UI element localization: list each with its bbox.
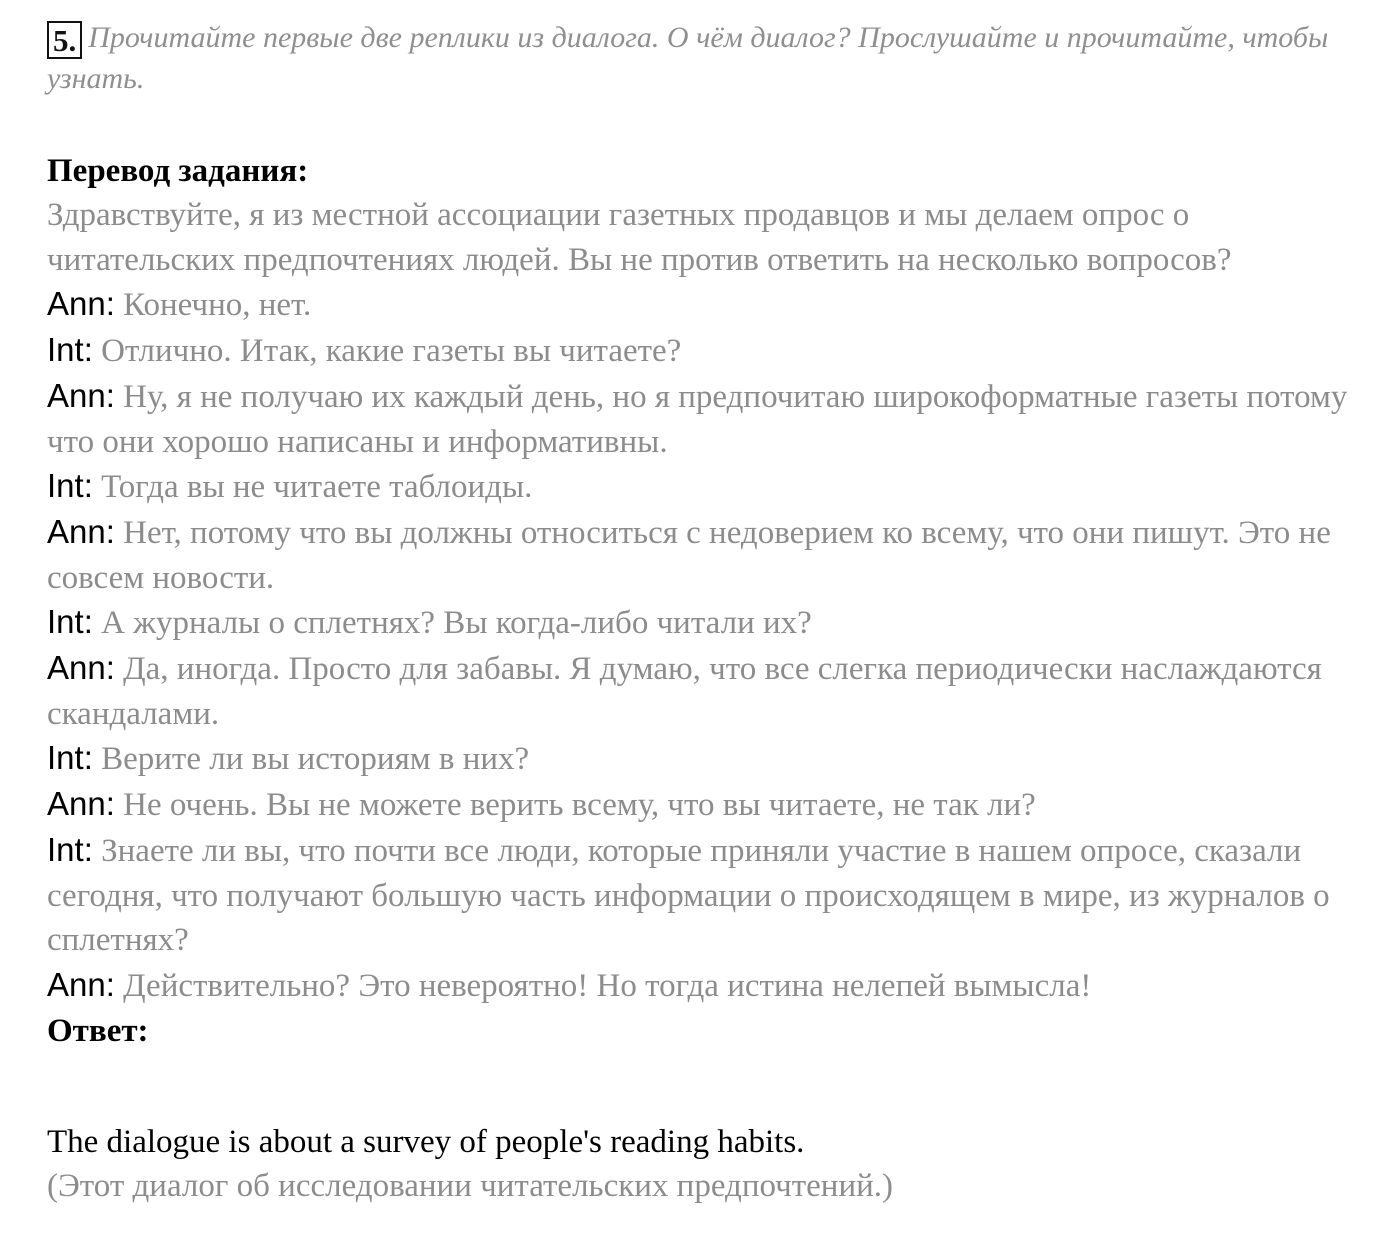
- translation-title: Перевод задания:: [47, 153, 309, 189]
- dialogue-line: [47, 963, 1357, 1009]
- dialogue-line: [47, 646, 1357, 736]
- task-number-badge: 5.: [47, 21, 82, 59]
- speaker-label: Ann:: [47, 512, 115, 550]
- speaker-label: Ann:: [47, 285, 115, 323]
- dialogue-text: Тогда вы не читаете таблоиды.: [92, 469, 533, 506]
- speaker-label: Int:: [47, 603, 93, 641]
- task-header: [47, 18, 1357, 99]
- dialogue-text: Верите ли вы историям в них?: [92, 741, 530, 778]
- answer-english: The dialogue is about a survey of people's reading habits.: [47, 1123, 805, 1160]
- translation-intro: Здравствуйте, я из местной ассоциации газетных продавцов и мы делаем опрос о читательских предпочтениях людей. Вы не против ответить на несколько вопросов?: [47, 197, 1232, 278]
- translation-section: [47, 149, 1357, 1009]
- answer-russian: (Этот диалог об исследовании читательских предпочтений.): [47, 1167, 894, 1204]
- speaker-label: Int:: [47, 739, 93, 777]
- dialogue-line: [47, 464, 1357, 510]
- dialogue-line: [47, 828, 1357, 963]
- answer-section: [47, 1009, 1357, 1208]
- page-content: [47, 18, 1357, 1208]
- dialogue-text: А журналы о сплетнях? Вы когда-либо читали их?: [92, 605, 812, 642]
- dialogue-line: [47, 510, 1357, 600]
- speaker-label: Int:: [47, 830, 93, 868]
- speaker-label: Int:: [47, 331, 93, 369]
- dialogue-text: Ну, я не получаю их каждый день, но я предпочитаю широкоформатные газеты потому что они хорошо написаны и информативны.: [47, 378, 1348, 460]
- answer-title: Ответ:: [47, 1012, 149, 1049]
- speaker-label: Int:: [47, 467, 93, 505]
- dialogue-text: Да, иногда. Просто для забавы. Я думаю, что все слегка периодически наслаждаются скандалами.: [47, 651, 1322, 732]
- dialogue-line: [47, 600, 1357, 646]
- dialogue-line: [47, 328, 1357, 374]
- speaker-label: Ann:: [47, 785, 115, 823]
- dialogue-line: [47, 782, 1357, 828]
- dialogue-text: Конечно, нет.: [114, 287, 312, 324]
- dialogue-text: Отлично. Итак, какие газеты вы читаете?: [92, 333, 682, 370]
- dialogue-line: [47, 282, 1357, 328]
- dialogue-text: Действительно? Это невероятно! Но тогда истина нелепей вымысла!: [114, 967, 1092, 1004]
- speaker-label: Ann:: [47, 965, 115, 1003]
- speaker-label: Ann:: [47, 649, 115, 687]
- dialogue-text: Не очень. Вы не можете верить всему, что вы читаете, не так ли?: [114, 787, 1036, 824]
- task-instruction: Прочитайте первые две реплики из диалога. О чём диалог? Прослушайте и прочитайте, чтобы узнать.: [47, 21, 1329, 95]
- dialogue-text: Знаете ли вы, что почти все люди, которые приняли участие в нашем опросе, сказали сегодня, что получают большую часть информации о происходящем в мире, из журналов о сплетнях?: [47, 832, 1330, 959]
- dialogue-line: [47, 374, 1357, 464]
- dialogue-text: Нет, потому что вы должны относиться с недоверием ко всему, что они пишут. Это не совсем новости.: [47, 514, 1331, 596]
- dialogue-line: [47, 736, 1357, 782]
- speaker-label: Ann:: [47, 376, 115, 414]
